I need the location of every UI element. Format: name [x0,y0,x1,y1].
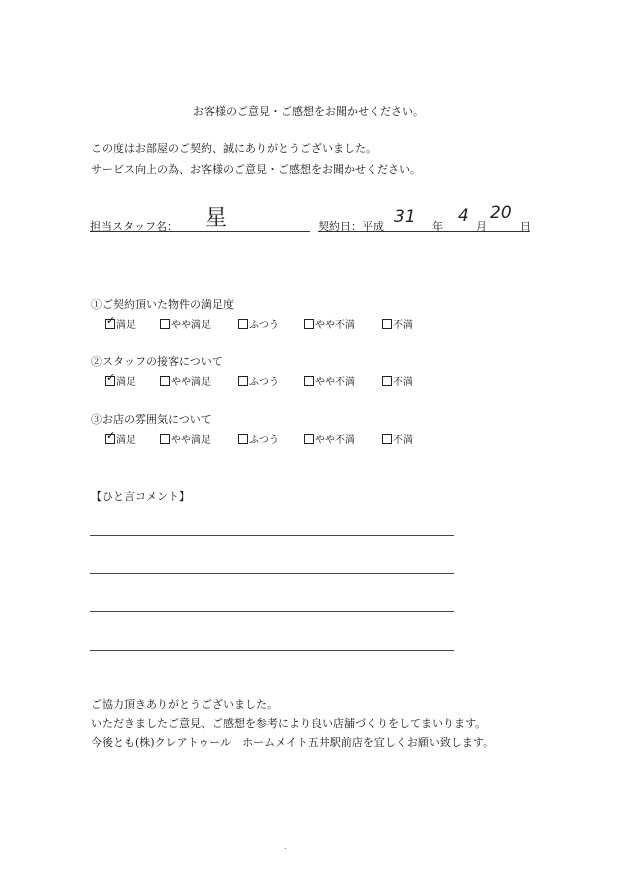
question-3-option-2[interactable] [160,431,211,446]
comment-line-1[interactable] [90,535,454,536]
option-label: 満足 [116,377,136,388]
option-label: ふつう [249,435,279,446]
intro-line-2: サービス向上の為、お客様のご意見・ご感想をお聞かせください。 [91,163,421,176]
contract-year-value: 31 [394,207,416,227]
checkbox[interactable] [105,319,115,329]
checkbox[interactable] [238,434,248,444]
option-label: やや満足 [171,435,211,446]
question-2-title: ②スタッフの接客について [91,355,223,368]
question-1-title: ①ご契約頂いた物件の満足度 [91,298,234,311]
intro-line-1: この度はお部屋のご契約、誠にありがとうございました。 [91,142,377,155]
question-1-option-1[interactable] [105,316,136,331]
checkbox[interactable] [382,319,392,329]
question-2-option-2[interactable] [160,373,211,388]
contract-label: 契約日：平成 [318,220,384,233]
option-label: やや不満 [315,435,355,446]
checkbox[interactable] [105,434,115,444]
checkbox[interactable] [304,319,314,329]
option-label: 不満 [393,435,413,446]
contract-year-unit: 年 [432,220,443,233]
question-2-option-4[interactable] [304,373,355,388]
question-3-title: ③お店の雰囲気について [91,413,212,426]
option-label: 不満 [393,320,413,331]
question-2-option-1[interactable] [105,373,136,388]
footer-line-3: 今後とも(株)クレアトゥール ホームメイト五井駅前店を宜しくお願い致します。 [91,736,494,749]
checkbox[interactable] [160,319,170,329]
contract-month-value: 4 [458,206,469,226]
comment-label: 【ひと言コメント】 [91,490,190,503]
checkbox[interactable] [160,434,170,444]
question-2-option-5[interactable] [382,373,413,388]
checkbox[interactable] [238,376,248,386]
contract-day-unit: 日 [520,220,531,233]
checkbox[interactable] [160,376,170,386]
option-label: やや満足 [171,377,211,388]
question-1-option-2[interactable] [160,316,211,331]
checkbox[interactable] [105,376,115,386]
checkbox[interactable] [382,376,392,386]
option-label: やや不満 [315,320,355,331]
question-3-option-5[interactable] [382,431,413,446]
option-label: ふつう [249,320,279,331]
option-label: やや満足 [171,320,211,331]
question-2-option-3[interactable] [238,373,279,388]
footer-line-2: いただきましたご意見、ご感想を参考により良い店舗づくりをしてまいります。 [91,717,487,730]
option-label: 満足 [116,320,136,331]
checkbox[interactable] [238,319,248,329]
checkbox[interactable] [304,434,314,444]
scan-speck [285,848,286,849]
form-title: お客様のご意見・ご感想をお聞かせください。 [193,105,424,118]
option-label: 満足 [116,435,136,446]
contract-month-unit: 月 [476,220,487,233]
option-label: ふつう [249,377,279,388]
question-3-option-1[interactable] [105,431,136,446]
staff-label: 担当スタッフ名： [90,220,178,233]
comment-line-4[interactable] [90,650,454,651]
staff-name-field [90,218,310,232]
comment-line-3[interactable] [90,611,454,612]
question-1-option-3[interactable] [238,316,279,331]
question-1-option-5[interactable] [382,316,413,331]
checkbox[interactable] [304,376,314,386]
question-1-option-4[interactable] [304,316,355,331]
staff-name-handwritten: 星 [205,206,228,231]
option-label: 不満 [393,377,413,388]
option-label: やや不満 [315,377,355,388]
contract-day-value: 20 [490,203,512,223]
question-3-option-4[interactable] [304,431,355,446]
question-3-option-3[interactable] [238,431,279,446]
footer-line-1: ご協力頂きありがとうございました。 [91,698,278,711]
checkbox[interactable] [382,434,392,444]
comment-line-2[interactable] [90,573,454,574]
